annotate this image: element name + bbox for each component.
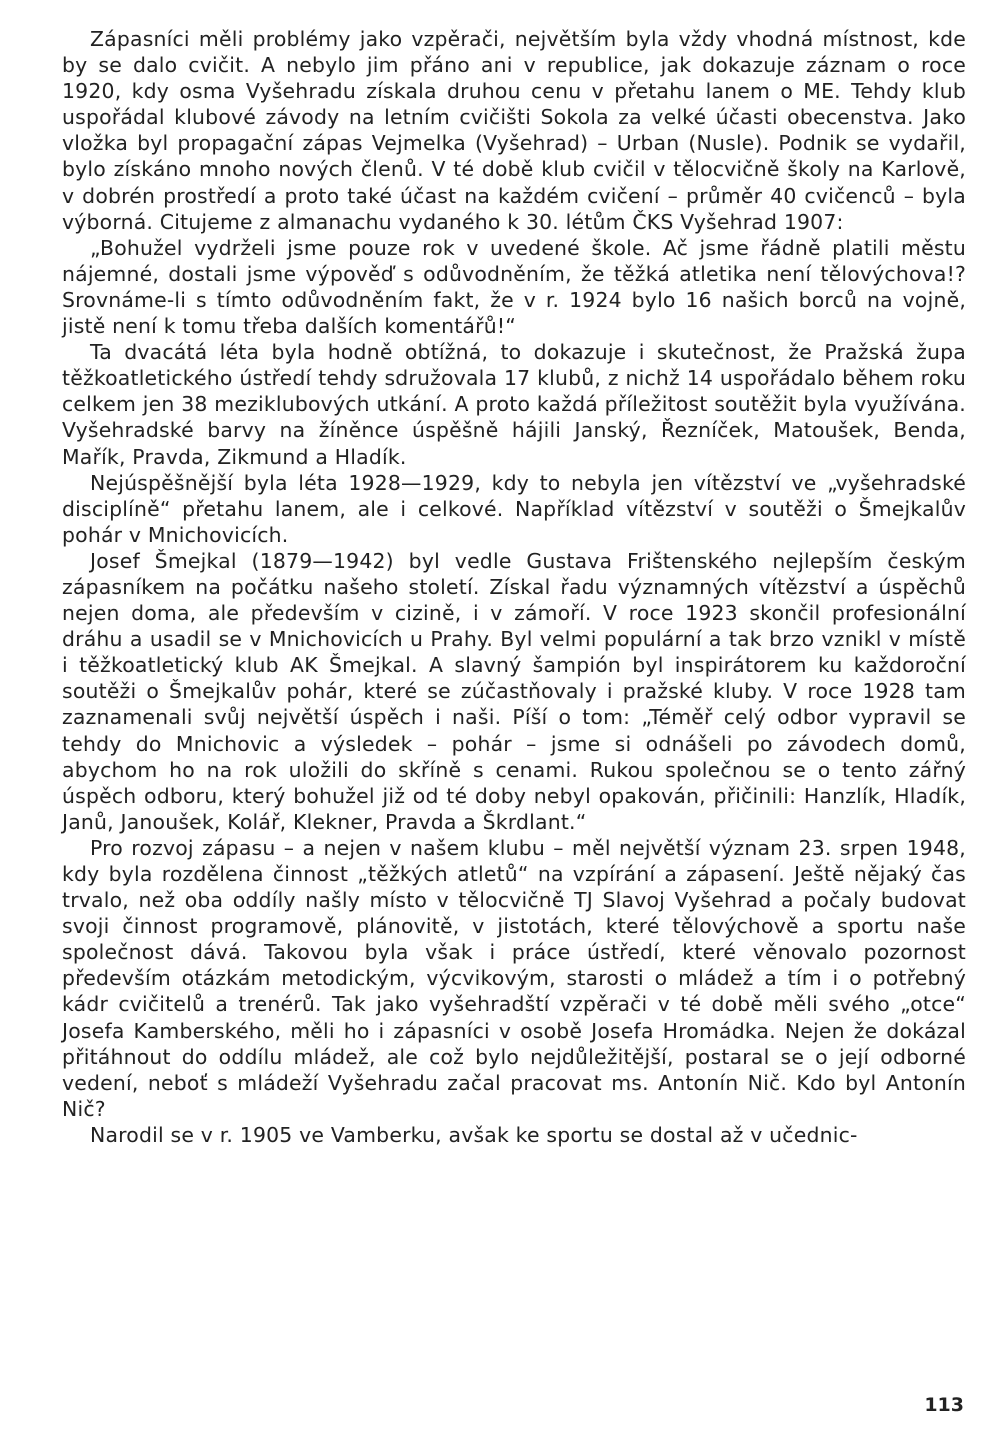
paragraph-wrestlers-venue: Zápasníci měli problémy jako vzpěrači, největším byla vždy vhodná místnost, kde by se dalo cvičit. A nebylo jim přáno ani v republice, jak dokazuje záznam o roce 1920, kdy osma Vyšehradu získala druhou cenu v přetahu lanem o ME. Tehdy klub uspořádal klubové závody na letním cvičišti Sokola za velké účasti obecenstva. Jako vložka byl propagační zápas Vejmelka (Vyšehrad) – Urban (Nusle). Podnik se vydařil, bylo získáno mnoho nových členů. V té době klub cvičil v tělocvičně školy na Karlově, v dobrén prostředí a proto také účast na každém cvičení – průměr 40 cvičenců – byla výborná. Citujeme z almanachu vydaného k 30. létům ČKS Vyšehrad 1907:: [62, 27, 966, 234]
paragraph-josef-smejkal: Josef Šmejkal (1879—1942) byl vedle Gustava Frištenského nejlepším českým zápasníkem na počátku našeho století. Získal řadu významných vítězství a úspěchů nejen doma, ale především v cizině, i v zámoří. V roce 1923 skončil profesionální dráhu a usadil se v Mnichovicích u Prahy. Byl velmi populární a tak brzo vznikl v místě i těžkoatletický klub AK Šmejkal. A slavný šampión byl inspirátorem ku každoroční soutěži o Šmejkalův pohár, které se zúčastňovaly i pražské kluby. V roce 1928 tam zaznamenali svůj největší úspěch i naši. Píší o tom: „Téměř celý odbor vypravil se tehdy do Mnichovic a výsledek – pohár – jsme si odnášeli po závodech domů, abychom ho na rok uložili do skříně s cenami. Rukou společnou se o tento zářný úspěch odboru, který bohužel již od té doby nebyl opakován, přičinili: Hanzlík, Hladík, Janů, Janoušek, Kolář, Klekner, Pravda a Škrdlant.“: [62, 548, 966, 834]
paragraph-almanac-quote: „Bohužel vydrželi jsme pouze rok v uvedené škole. Ač jsme řádně platili městu nájemné, dostali jsme výpověď s odůvodněním, že těžká atletika není tělovýchova!? Srovnáme-li s tímto odůvodněním fakt, že v r. 1924 bylo 16 našich borců na vojně, jistě není k tomu třeba dalších komentářů!“: [62, 235, 966, 339]
page-number: 113: [924, 1394, 964, 1416]
paragraph-twenties: Ta dvacátá léta byla hodně obtížná, to dokazuje i skutečnost, že Pražská župa těžkoatletického ústředí tehdy sdružovala 17 klubů, z nichž 14 uspořádalo během roku celkem jen 38 meziklubových utkání. A proto každá příležitost soutěžit byla využívána. Vyšehradské barvy na žíněnce úspěšně hájili Janský, Řezníček, Matoušek, Benda, Mařík, Pravda, Zikmund a Hladík.: [62, 340, 966, 469]
paragraph-antonin-nic: Narodil se v r. 1905 ve Vamberku, avšak ke sportu se dostal až v učednic-: [90, 1122, 858, 1147]
paragraph-1928-1929: Nejúspěšnější byla léta 1928—1929, kdy to nebyla jen vítězství ve „vyšehradské disciplíně“ přetahu lanem, ale i celkové. Například vítězství v soutěži o Šmejkalův pohár v Mnichovicích.: [62, 470, 966, 547]
page-text: [62, 26, 966, 1148]
paragraph-1948: Pro rozvoj zápasu – a nejen v našem klubu – měl největší význam 23. srpen 1948, kdy byla rozdělena činnost „těžkých atletů“ na vzpírání a zápasení. Ještě nějaký čas trvalo, než oba oddíly našly místo v tělocvičně TJ Slavoj Vyšehrad a počaly budovat svoji činnost programově, plánovitě, v jistotách, které tělovýchově a sportu naše společnost dává. Takovou byla však i práce ústředí, které věnovalo pozornost především otázkám metodickým, výcvikovým, starosti o mládež a tím i o potřebný kádr cvičitelů a trenérů. Tak jako vyšehradští vzpěrači v té době měli svého „otce“ Josefa Kamberského, měli ho i zápasníci v osobě Josefa Hromádka. Nejen že dokázal přitáhnout do oddílu mládež, ale což bylo nejdůležitější, postaral se o její odborné vedení, neboť s mládeží Vyšehradu začal pracovat ms. Antonín Nič. Kdo byl Antonín Nič?: [62, 835, 966, 1121]
